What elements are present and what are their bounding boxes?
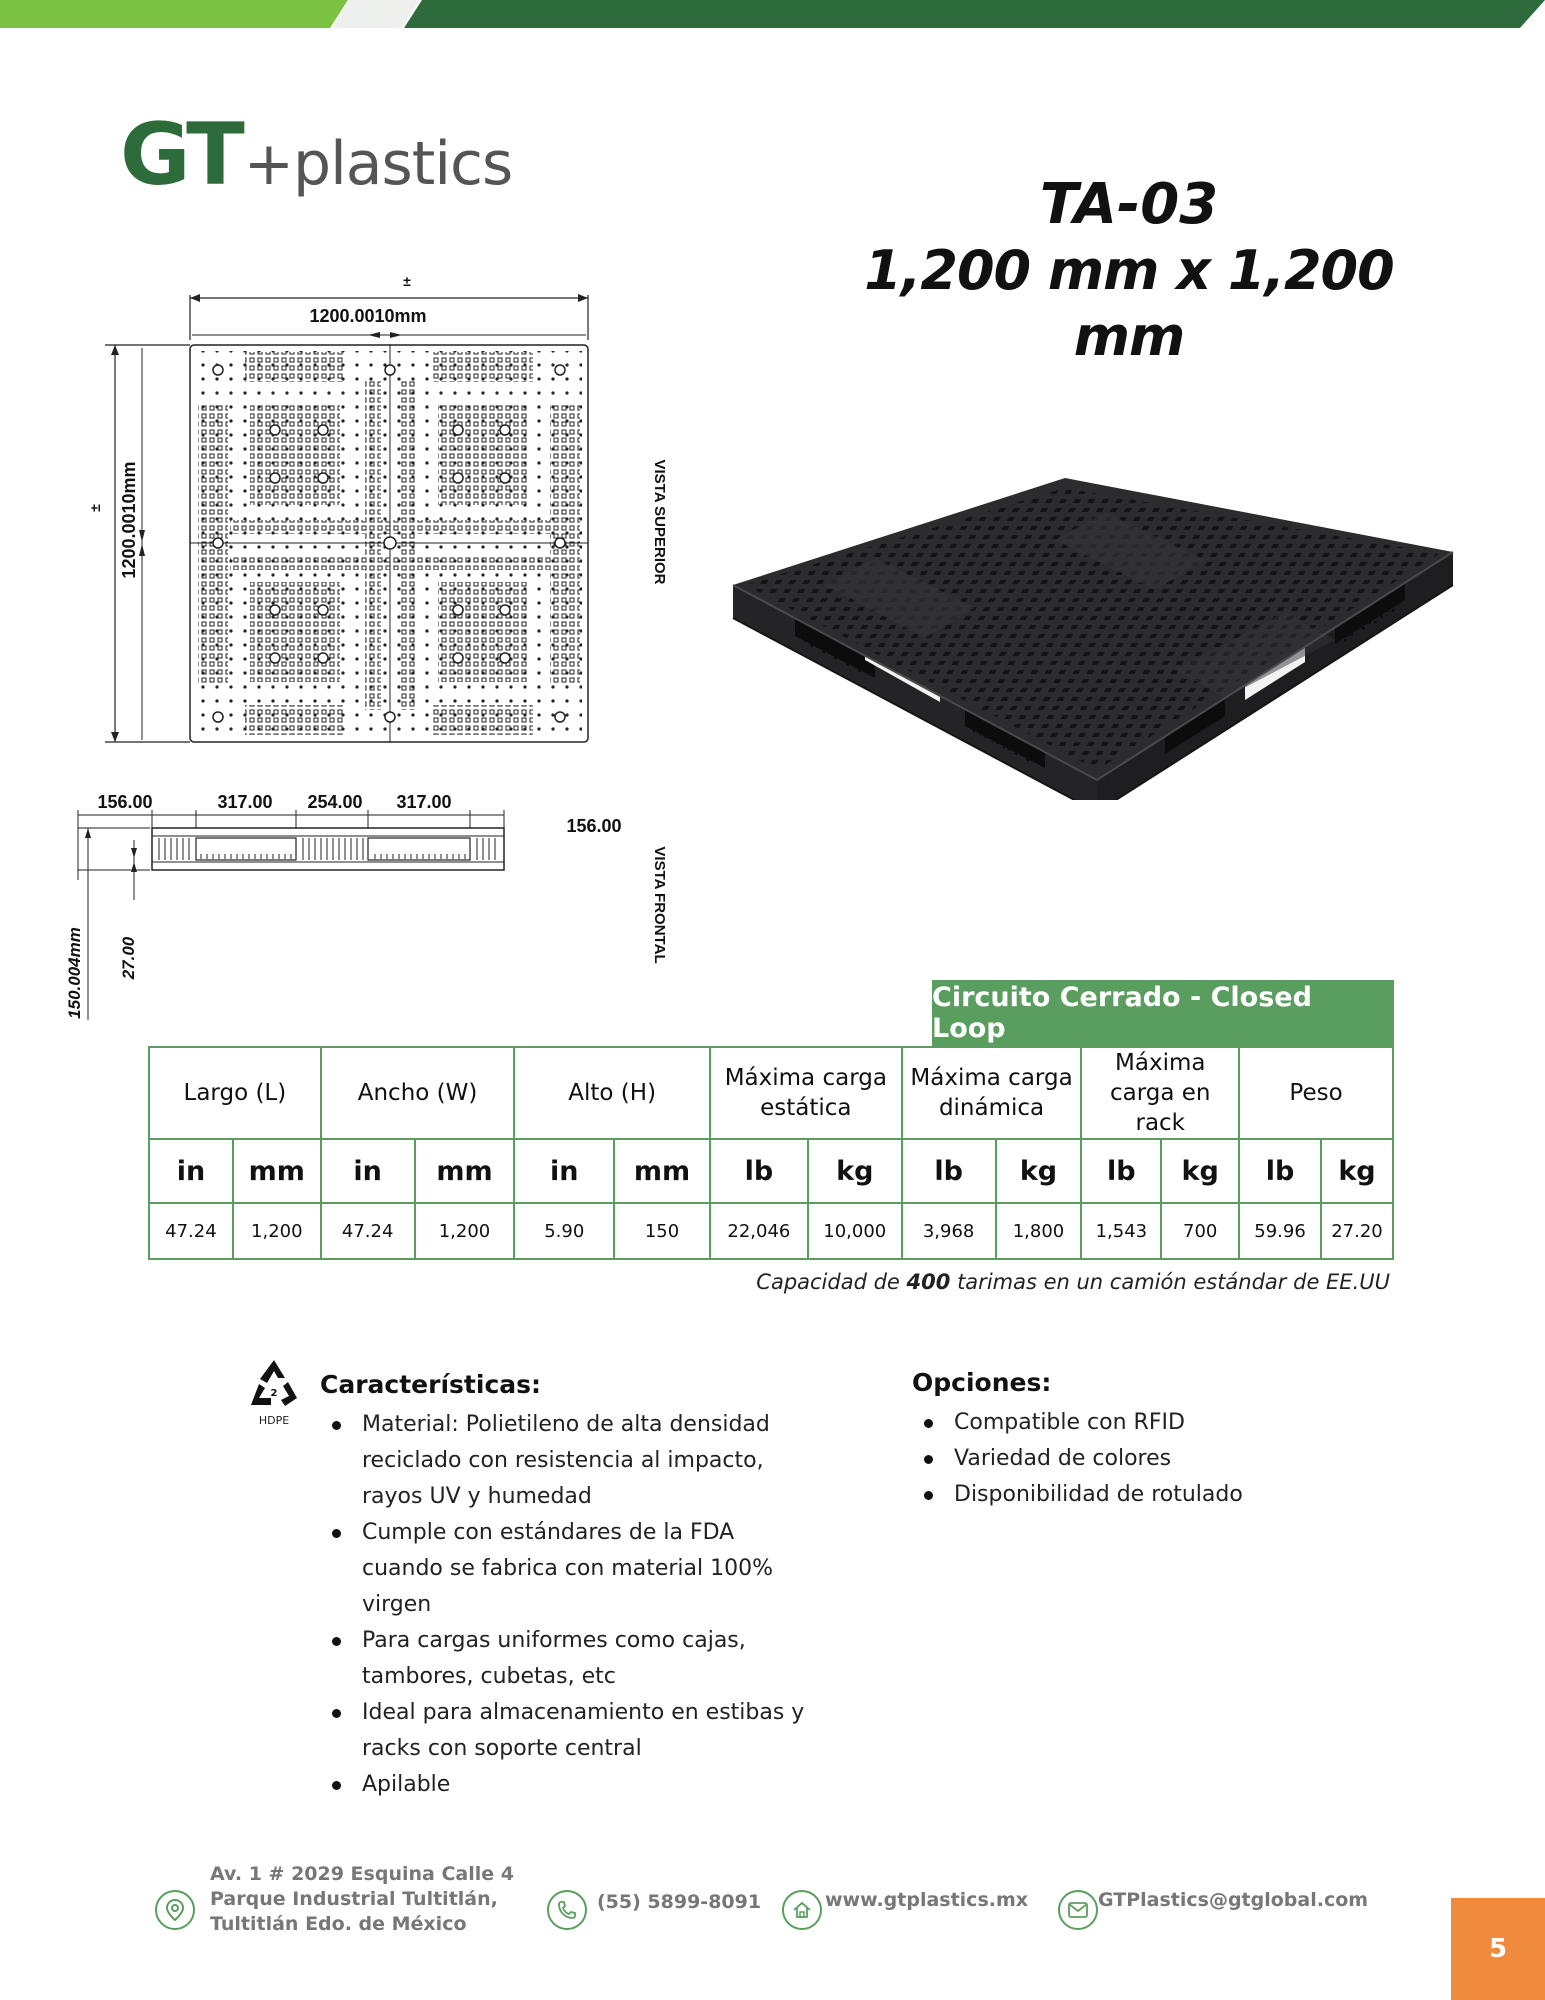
list-item: Ideal para almacenamiento en estibas y racks con soporte central: [320, 1695, 820, 1767]
value-cell: 1,200: [233, 1203, 321, 1259]
header-alto: Alto (H): [514, 1047, 710, 1139]
header-carga-rack: Máxima carga en rack: [1081, 1047, 1239, 1139]
value-cell: 150: [614, 1203, 710, 1259]
front-height-label: 150.004mm: [65, 927, 84, 1019]
list-item: Para cargas uniformes como cajas, tambores, cubetas, etc: [320, 1623, 820, 1695]
top-view-pallet: [190, 345, 588, 742]
unit-cell: in: [321, 1139, 415, 1203]
footer-website[interactable]: www.gtplastics.mx: [825, 1889, 1029, 1911]
list-item: Disponibilidad de rotulado: [912, 1477, 1332, 1513]
unit-cell: mm: [614, 1139, 710, 1203]
technical-drawing: [0, 260, 700, 1040]
value-cell: 59.96: [1239, 1203, 1321, 1259]
header-carga-dinamica: Máxima carga dinámica: [902, 1047, 1082, 1139]
hdpe-label: HDPE: [258, 1414, 290, 1427]
header-largo: Largo (L): [149, 1047, 321, 1139]
unit-cell: kg: [1321, 1139, 1393, 1203]
spec-table: [148, 1046, 1394, 1260]
top-color-band: [0, 0, 1545, 28]
unit-cell: lb: [1081, 1139, 1161, 1203]
logo-plastics: +plastics: [243, 129, 513, 199]
value-cell: 3,968: [902, 1203, 996, 1259]
value-cell: 5.90: [514, 1203, 614, 1259]
footer-address: [210, 1862, 514, 1937]
unit-cell: lb: [710, 1139, 808, 1203]
value-cell: 1,800: [996, 1203, 1082, 1259]
product-model: TA-03: [1039, 172, 1219, 237]
features-title: Características:: [320, 1370, 542, 1399]
table-header-row: [149, 1047, 1393, 1139]
value-cell: 1,543: [1081, 1203, 1161, 1259]
header-peso: Peso: [1239, 1047, 1393, 1139]
address-line-3: Tultitlán Edo. de México: [210, 1913, 467, 1935]
page-number: 5: [1451, 1898, 1545, 2000]
pallet-product-image: [725, 470, 1455, 800]
unit-cell: in: [149, 1139, 233, 1203]
options-section: [912, 1368, 1332, 1513]
front-deck-label: 27.00: [119, 936, 138, 980]
product-size: 1,200 mm x 1,200 mm: [864, 239, 1394, 368]
tolerance-symbol-side: ±: [87, 504, 103, 512]
table-units-row: [149, 1139, 1393, 1203]
value-cell: 47.24: [149, 1203, 233, 1259]
capacity-number: 400: [906, 1270, 951, 1294]
logo-gt: GT: [120, 105, 242, 205]
address-line-2: Parque Industrial Tultitlán,: [210, 1888, 498, 1910]
front-dim-1: 156.00: [97, 792, 153, 812]
value-cell: 47.24: [321, 1203, 415, 1259]
header-carga-estatica: Máxima carga estática: [710, 1047, 902, 1139]
list-item: Apilable: [320, 1767, 820, 1803]
footer: [0, 1860, 1545, 2000]
footer-phone[interactable]: (55) 5899-8091: [597, 1891, 762, 1913]
value-cell: 10,000: [808, 1203, 902, 1259]
vista-superior-label: VISTA SUPERIOR: [651, 459, 668, 585]
unit-cell: kg: [1161, 1139, 1239, 1203]
list-item: Cumple con estándares de la FDA cuando se fabrica con material 100% virgen: [320, 1515, 820, 1623]
company-logo: [120, 98, 513, 205]
value-cell: 1,200: [415, 1203, 515, 1259]
options-title: Opciones:: [912, 1368, 1052, 1397]
front-dim-4: 317.00: [396, 792, 452, 812]
phone-icon: [547, 1890, 587, 1930]
unit-cell: in: [514, 1139, 614, 1203]
list-item: Compatible con RFID: [912, 1405, 1332, 1441]
unit-cell: lb: [902, 1139, 996, 1203]
front-dim-2: 317.00: [217, 792, 273, 812]
capacity-prefix: Capacidad de: [756, 1270, 900, 1294]
table-values-row: [149, 1203, 1393, 1259]
front-dim-3: 254.00: [307, 792, 363, 812]
mail-icon: [1058, 1890, 1098, 1930]
value-cell: 27.20: [1321, 1203, 1393, 1259]
header-ancho: Ancho (W): [321, 1047, 515, 1139]
recycle-icon: [245, 1358, 303, 1412]
product-title: [809, 172, 1449, 370]
unit-cell: mm: [233, 1139, 321, 1203]
hdpe-recycle-icon: [243, 1358, 305, 1427]
features-section: [320, 1370, 820, 1803]
tolerance-symbol-top: ±: [403, 273, 411, 289]
unit-cell: mm: [415, 1139, 515, 1203]
capacity-note: [756, 1270, 1390, 1294]
footer-email[interactable]: GTPlastics@gtglobal.com: [1098, 1889, 1369, 1911]
capacity-suffix: tarimas en un camión estándar de EE.UU: [957, 1270, 1390, 1294]
features-list: [320, 1407, 820, 1803]
unit-cell: kg: [808, 1139, 902, 1203]
value-cell: 700: [1161, 1203, 1239, 1259]
unit-cell: lb: [1239, 1139, 1321, 1203]
top-width-label: 1200.0010mm: [309, 306, 427, 326]
vista-frontal-label: VISTA FRONTAL: [651, 846, 668, 964]
home-icon: [782, 1890, 822, 1930]
unit-cell: kg: [996, 1139, 1082, 1203]
options-list: [912, 1405, 1332, 1513]
list-item: Variedad de colores: [912, 1441, 1332, 1477]
svg-text:2: 2: [270, 1388, 278, 1399]
address-line-1: Av. 1 # 2029 Esquina Calle 4: [210, 1863, 514, 1885]
location-pin-icon: [155, 1890, 195, 1930]
top-height-label: 1200.0010mm: [119, 461, 139, 579]
front-dim-right: 156.00: [566, 816, 622, 836]
value-cell: 22,046: [710, 1203, 808, 1259]
front-view-pallet: [152, 828, 504, 870]
closed-loop-header: Circuito Cerrado - Closed Loop: [932, 980, 1394, 1046]
list-item: Material: Polietileno de alta densidad reciclado con resistencia al impacto, rayos UV y humedad: [320, 1407, 820, 1515]
